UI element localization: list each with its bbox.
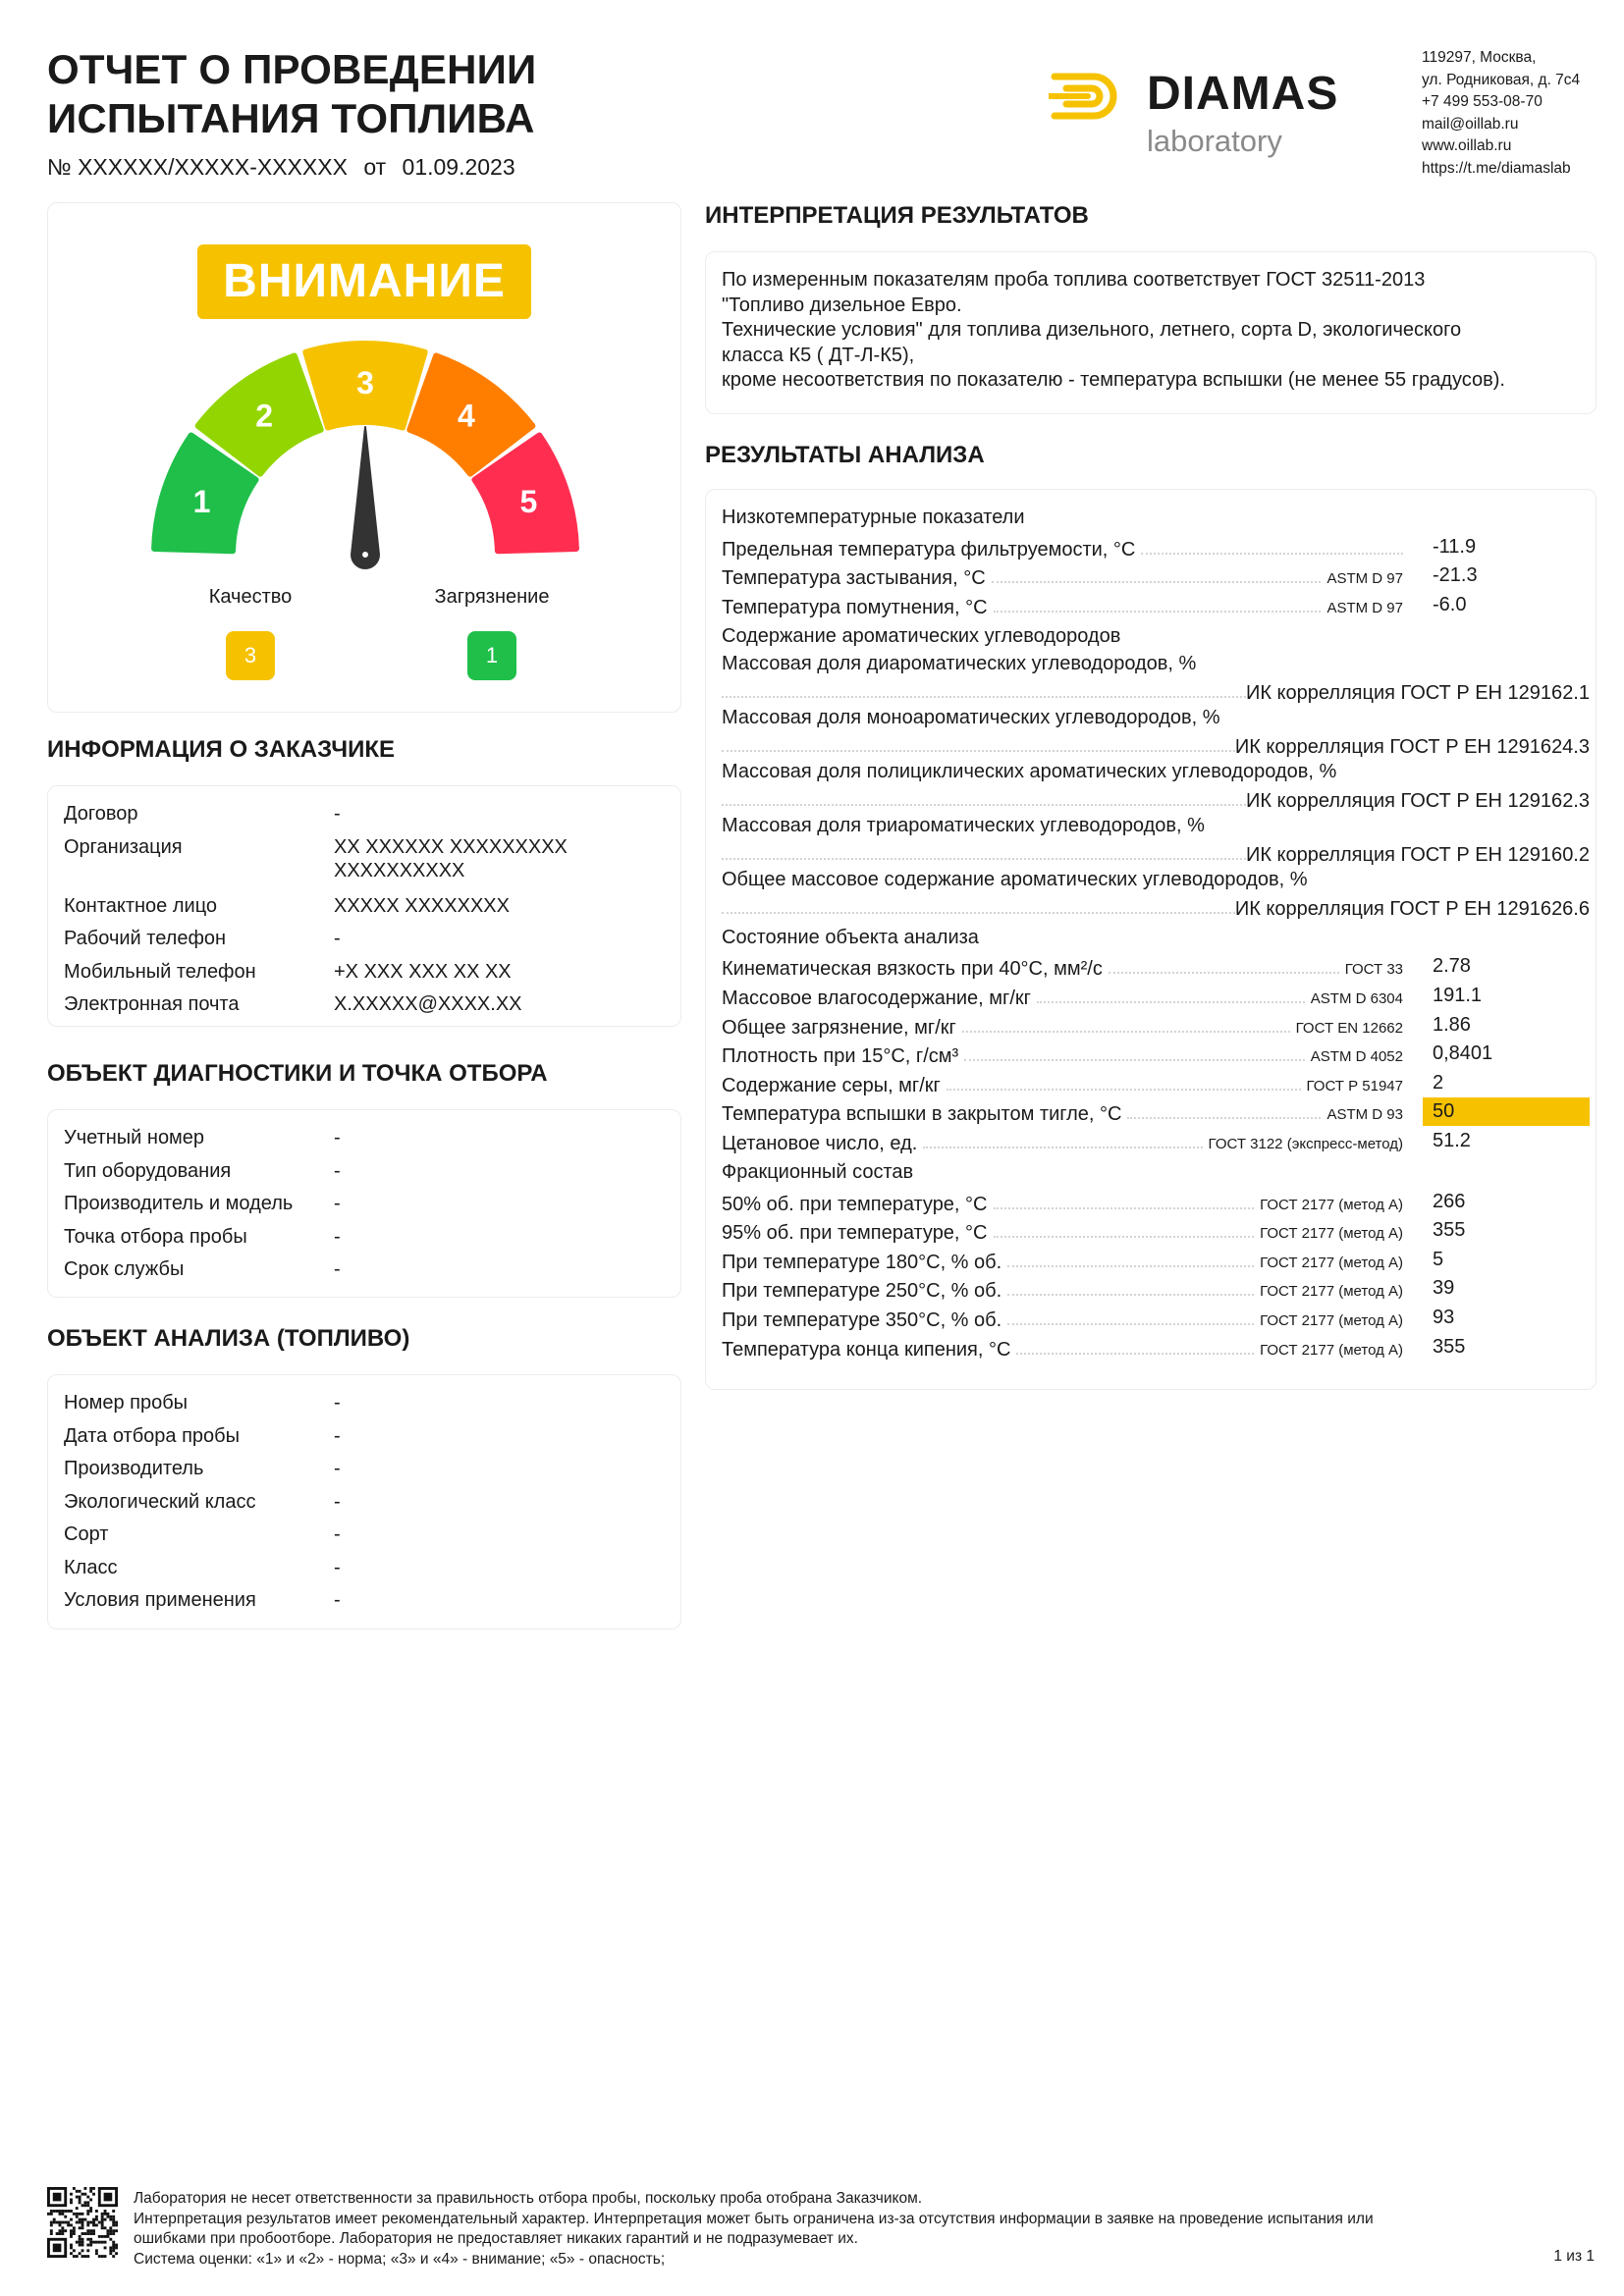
customer-card — [47, 785, 681, 1027]
contamination-label: Загрязнение — [434, 586, 550, 608]
result-label: Предельная температура фильтруемости, °C — [722, 539, 1141, 561]
result-value: 93 — [1433, 1306, 1455, 1328]
result-value: 355 — [1433, 1219, 1466, 1242]
result-value: 1.86 — [1433, 1013, 1471, 1036]
customer-key: Мобильный телефон — [64, 960, 256, 983]
result-row — [722, 1303, 1590, 1332]
logo-subtitle: laboratory — [1147, 124, 1282, 158]
customer-row — [64, 956, 668, 989]
leader-dots — [923, 1147, 1202, 1148]
analysis-object-row — [64, 1519, 668, 1552]
result-value: 51.2 — [1433, 1129, 1471, 1151]
result-row — [722, 1010, 1590, 1040]
results-group-title: Низкотемпературные показатели — [722, 507, 1025, 528]
result-row — [722, 952, 1590, 982]
diag-object-row — [64, 1188, 668, 1221]
result-row — [722, 867, 1590, 921]
diag-object-key: Производитель и модель — [64, 1193, 294, 1214]
result-label: Цетановое число, ед. — [722, 1133, 923, 1155]
result-label: При температуре 350°C, % об. — [722, 1309, 1007, 1332]
contact-telegram[interactable]: https://t.me/diamaslab — [1422, 159, 1571, 177]
diag-object-table — [64, 1122, 668, 1287]
result-row — [722, 1216, 1590, 1246]
result-label: Температура застывания, °C — [722, 567, 992, 590]
result-value: -21.3 — [1433, 564, 1478, 587]
result-label: Массовая доля диароматических углеводородов, % — [722, 652, 1197, 674]
analysis-object-key: Дата отбора пробы — [64, 1424, 240, 1447]
gauge-segment-label: 4 — [457, 398, 475, 434]
result-method: ASTM D 97 — [1321, 600, 1403, 616]
report-title — [47, 45, 536, 143]
customer-row — [64, 890, 668, 924]
leader-dots — [992, 581, 1322, 583]
result-value: 0,8401 — [1433, 1042, 1493, 1065]
result-method: ИК коррелляция ГОСТ Р ЕН 12916 — [1234, 897, 1552, 920]
result-method: ГОСТ 3122 (экспресс-метод) — [1203, 1136, 1403, 1152]
interpretation-line: Технические условия" для топлива дизельного, летнего, сорта D, экологического — [722, 319, 1462, 341]
result-label: При температуре 250°C, % об. — [722, 1280, 1007, 1303]
result-label: При температуре 180°C, % об. — [722, 1252, 1007, 1274]
page-number: 1 из 1 — [1553, 2248, 1595, 2265]
customer-value: X.XXXXX@XXXX.XX — [334, 993, 522, 1015]
leader-dots — [1007, 1265, 1254, 1267]
customer-key: Электронная почта — [64, 993, 240, 1015]
customer-section-title: ИНФОРМАЦИЯ О ЗАКАЗЧИКЕ — [47, 736, 396, 763]
disclaimer — [134, 2189, 1508, 2269]
analysis-object-row — [64, 1584, 668, 1618]
analysis-object-key: Класс — [64, 1556, 118, 1578]
result-value: 2 — [1433, 1071, 1444, 1094]
document-number-value: № XXXXXX/XXXXX-XXXXXX — [47, 154, 348, 180]
diag-object-row — [64, 1221, 668, 1255]
result-row — [722, 1332, 1590, 1362]
analysis-object-row — [64, 1552, 668, 1585]
result-value: 26.6 — [1551, 897, 1590, 920]
rating-card — [47, 202, 681, 713]
disclaimer-line: Система оценки: «1» и «2» - норма; «3» и «4» - внимание; «5» - опасность; — [134, 2250, 666, 2268]
result-label: Общее массовое содержание ароматических углеводородов, % — [722, 868, 1308, 890]
analysis-object-table — [64, 1387, 668, 1618]
lab-contacts — [1422, 47, 1580, 180]
result-row — [722, 1040, 1590, 1069]
results-card — [705, 489, 1597, 1390]
results-group-title: Фракционный состав — [722, 1160, 914, 1183]
diamas-logo — [1049, 65, 1392, 163]
analysis-object-row — [64, 1486, 668, 1520]
report-title-line-1: ОТЧЕТ О ПРОВЕДЕНИИ — [47, 46, 537, 92]
result-method-line — [722, 839, 1590, 867]
diag-object-value: - — [334, 1159, 341, 1182]
result-method: ГОСТ 2177 (метод А) — [1254, 1225, 1403, 1242]
leader-dots — [1016, 1353, 1254, 1355]
analysis-object-key: Экологический класс — [64, 1490, 256, 1513]
result-method-line — [722, 677, 1590, 705]
results-table — [722, 504, 1590, 1362]
status-badge: ВНИМАНИЕ — [197, 244, 531, 319]
result-row — [722, 981, 1590, 1010]
gauge-needle — [352, 427, 379, 568]
result-method: ASTM D 97 — [1321, 570, 1403, 587]
result-row — [722, 759, 1590, 813]
result-label: Температура конца кипения, °C — [722, 1339, 1016, 1362]
diag-object-key: Срок службы — [64, 1258, 185, 1280]
leader-dots — [964, 1059, 1305, 1061]
report-title-line-2: ИСПЫТАНИЯ ТОПЛИВА — [47, 95, 535, 141]
leader-dots — [1127, 1117, 1321, 1119]
analysis-object-row — [64, 1420, 668, 1454]
result-row — [722, 532, 1590, 561]
leader-dots — [722, 912, 1235, 914]
leader-dots — [722, 804, 1246, 806]
analysis-object-row — [64, 1453, 668, 1486]
contact-address-city: 119297, Москва, — [1422, 49, 1537, 66]
result-value: 2.1 — [1562, 681, 1590, 704]
contact-phone: +7 499 553-08-70 — [1422, 93, 1543, 110]
leader-dots — [994, 1236, 1255, 1238]
result-value: 2.3 — [1562, 789, 1590, 812]
result-method-line — [722, 731, 1590, 759]
result-method: ГОСТ 2177 (метод А) — [1254, 1283, 1403, 1300]
result-value: 5 — [1433, 1248, 1444, 1270]
leader-dots — [722, 750, 1235, 752]
customer-key: Контактное лицо — [64, 894, 218, 917]
result-value: 0.2 — [1562, 843, 1590, 866]
contact-email[interactable]: mail@oillab.ru — [1422, 115, 1519, 133]
diag-object-card — [47, 1109, 681, 1298]
leader-dots — [962, 1031, 1290, 1033]
customer-table — [64, 798, 668, 1022]
quality-label: Качество — [208, 586, 293, 608]
result-label: Кинематическая вязкость при 40°C, мм²/с — [722, 958, 1109, 981]
result-label: Плотность при 15°C, г/см³ — [722, 1045, 964, 1068]
analysis-object-section-title: ОБЪЕКТ АНАЛИЗА (ТОПЛИВО) — [47, 1325, 410, 1352]
leader-dots — [994, 611, 1322, 613]
diag-object-section-title: ОБЪЕКТ ДИАГНОСТИКИ И ТОЧКА ОТБОРА — [47, 1060, 548, 1087]
result-row — [722, 590, 1590, 619]
leader-dots — [947, 1089, 1301, 1091]
customer-row — [64, 798, 668, 831]
interpretation-card — [705, 251, 1597, 414]
interpretation-text — [722, 268, 1505, 394]
customer-row — [64, 988, 668, 1022]
customer-key: Рабочий телефон — [64, 928, 227, 949]
result-method: ИК коррелляция ГОСТ Р ЕН 12916 — [1245, 789, 1563, 812]
customer-value: - — [334, 803, 341, 825]
diag-object-value: - — [334, 1127, 341, 1148]
result-row — [722, 813, 1590, 867]
result-method: ГОСТ 2177 (метод А) — [1254, 1197, 1403, 1213]
analysis-object-value: - — [334, 1589, 341, 1611]
customer-value: +X XXX XXX XX XX — [334, 960, 512, 983]
result-row — [722, 1097, 1590, 1127]
result-method: ИК коррелляция ГОСТ Р ЕН 12916 — [1245, 843, 1563, 866]
contact-address-street: ул. Родниковая, д. 7с4 — [1422, 71, 1581, 88]
result-row — [722, 1187, 1590, 1216]
customer-key: Организация — [64, 835, 183, 858]
customer-row — [64, 831, 668, 890]
gauge-segment-label: 3 — [356, 365, 374, 400]
diag-object-row — [64, 1122, 668, 1155]
interpretation-line: класса К5 ( ДТ-Л-К5), — [722, 344, 915, 366]
diag-object-value: - — [334, 1225, 341, 1248]
result-method: ГОСТ EN 12662 — [1290, 1020, 1403, 1037]
leader-dots — [722, 696, 1246, 698]
result-row — [722, 561, 1590, 591]
result-label: Температура вспышки в закрытом тигле, °C — [722, 1103, 1127, 1126]
result-label: 50% об. при температуре, °C — [722, 1194, 994, 1216]
result-label: Массовая доля моноароматических углеводородов, % — [722, 706, 1220, 728]
diag-object-row — [64, 1254, 668, 1287]
result-row — [722, 1274, 1590, 1304]
result-method: ГОСТ Р 51947 — [1301, 1078, 1404, 1095]
logo-mark-icon — [1049, 71, 1127, 122]
analysis-object-value: - — [334, 1424, 341, 1447]
diag-object-row — [64, 1155, 668, 1189]
result-row — [722, 1245, 1590, 1274]
result-method-line — [722, 893, 1590, 921]
result-label: Массовое влагосодержание, мг/кг — [722, 988, 1037, 1010]
diag-object-key: Учетный номер — [64, 1127, 205, 1148]
analysis-object-key: Сорт — [64, 1523, 109, 1545]
result-row — [722, 1068, 1590, 1097]
document-number — [47, 154, 525, 181]
result-value: -6.0 — [1433, 593, 1467, 615]
customer-value: XX XXXXXX XXXXXXXXX XXXXXXXXXX — [334, 835, 568, 881]
result-label: Общее загрязнение, мг/кг — [722, 1017, 962, 1040]
analysis-object-row — [64, 1387, 668, 1420]
interpretation-line: "Топливо дизельное Евро. — [722, 294, 962, 316]
gauge-segment-label: 1 — [192, 483, 211, 519]
result-method: ГОСТ 33 — [1339, 961, 1403, 978]
leader-dots — [1007, 1294, 1254, 1296]
disclaimer-line: ошибками при пробоотборе. Лаборатория не предоставляет никаких гарантий и не подразумевает их. — [134, 2230, 858, 2247]
analysis-object-value: - — [334, 1458, 341, 1479]
leader-dots — [1007, 1323, 1254, 1325]
analysis-object-value: - — [334, 1556, 341, 1578]
analysis-object-value: - — [334, 1392, 341, 1414]
result-row — [722, 1126, 1590, 1155]
customer-row — [64, 923, 668, 956]
interpretation-line: кроме несоответствия по показателю - температура вспышки (не менее 55 градусов). — [722, 369, 1505, 391]
result-label: 95% об. при температуре, °C — [722, 1222, 994, 1245]
result-value: -11.9 — [1433, 535, 1477, 558]
disclaimer-line: Интерпретация результатов имеет рекомендательный характер. Интерпретация может быть ограничена из-за отсутствия информации в заявке на проведение испытания или — [134, 2210, 1374, 2227]
gauge-segment-label: 2 — [255, 398, 274, 434]
leader-dots — [994, 1207, 1255, 1209]
leader-dots — [1037, 1001, 1305, 1003]
rating-gauge — [48, 331, 682, 625]
results-section-title: РЕЗУЛЬТАТЫ АНАЛИЗА — [705, 442, 985, 468]
analysis-object-value: - — [334, 1523, 341, 1545]
document-date: 01.09.2023 — [402, 154, 515, 180]
result-label: Массовая доля полициклических ароматических углеводородов, % — [722, 760, 1337, 782]
result-row — [722, 651, 1590, 705]
analysis-object-key: Номер пробы — [64, 1392, 189, 1414]
result-row — [722, 705, 1590, 759]
result-method: ИК коррелляция ГОСТ Р ЕН 12916 — [1234, 735, 1552, 758]
analysis-object-value: - — [334, 1490, 341, 1513]
result-method: ASTM D 6304 — [1305, 990, 1403, 1007]
customer-key: Договор — [64, 803, 138, 825]
diag-object-key: Точка отбора пробы — [64, 1225, 247, 1248]
disclaimer-line: Лаборатория не несет ответственности за правильность отбора пробы, поскольку проба отобрана Заказчиком. — [134, 2190, 923, 2207]
result-value: 2.78 — [1433, 955, 1471, 978]
result-value: 39 — [1433, 1277, 1455, 1300]
document-date-prefix: от — [363, 154, 387, 180]
result-method: ГОСТ 2177 (метод А) — [1254, 1342, 1403, 1359]
analysis-object-card — [47, 1374, 681, 1629]
analysis-object-key: Производитель — [64, 1458, 204, 1479]
result-value-warning: 50 — [1423, 1097, 1590, 1126]
gauge-segment-label: 5 — [519, 483, 538, 519]
analysis-object-key: Условия применения — [64, 1589, 256, 1611]
diag-object-value: - — [334, 1258, 341, 1280]
leader-dots — [1109, 972, 1339, 974]
result-label: Массовая доля триароматических углеводородов, % — [722, 814, 1205, 836]
diag-object-value: - — [334, 1193, 341, 1214]
result-method: ГОСТ 2177 (метод А) — [1254, 1255, 1403, 1271]
result-value: 266 — [1433, 1190, 1466, 1212]
results-group-title: Состояние объекта анализа — [722, 926, 979, 948]
logo-brand: DIAMAS — [1147, 68, 1339, 120]
contamination-score-badge: 1 — [467, 631, 516, 680]
diag-object-key: Тип оборудования — [64, 1159, 232, 1182]
result-method: ASTM D 93 — [1321, 1106, 1403, 1123]
customer-value: - — [334, 928, 341, 949]
result-value: 355 — [1433, 1335, 1466, 1358]
leader-dots — [1141, 553, 1403, 555]
result-method: ГОСТ 2177 (метод А) — [1254, 1312, 1403, 1329]
interpretation-line: По измеренным показателям проба топлива соответствует ГОСТ 32511-2013 — [722, 269, 1426, 291]
result-label: Содержание серы, мг/кг — [722, 1075, 947, 1097]
gauge-needle-pivot — [362, 552, 368, 558]
result-value: 24.3 — [1551, 735, 1590, 758]
result-method-line — [722, 785, 1590, 813]
qr-code — [47, 2187, 118, 2258]
results-group-title: Содержание ароматических углеводородов — [722, 624, 1121, 647]
interpretation-section-title: ИНТЕРПРЕТАЦИЯ РЕЗУЛЬТАТОВ — [705, 202, 1089, 229]
result-method: ИК коррелляция ГОСТ Р ЕН 12916 — [1245, 681, 1563, 704]
quality-score-badge: 3 — [226, 631, 275, 680]
result-method: ASTM D 4052 — [1305, 1048, 1403, 1065]
result-value: 191.1 — [1433, 984, 1483, 1006]
result-label: Температура помутнения, °C — [722, 597, 994, 619]
customer-value: XXXXX XXXXXXXX — [334, 894, 510, 917]
leader-dots — [722, 858, 1246, 860]
contact-website[interactable]: www.oillab.ru — [1422, 137, 1512, 154]
